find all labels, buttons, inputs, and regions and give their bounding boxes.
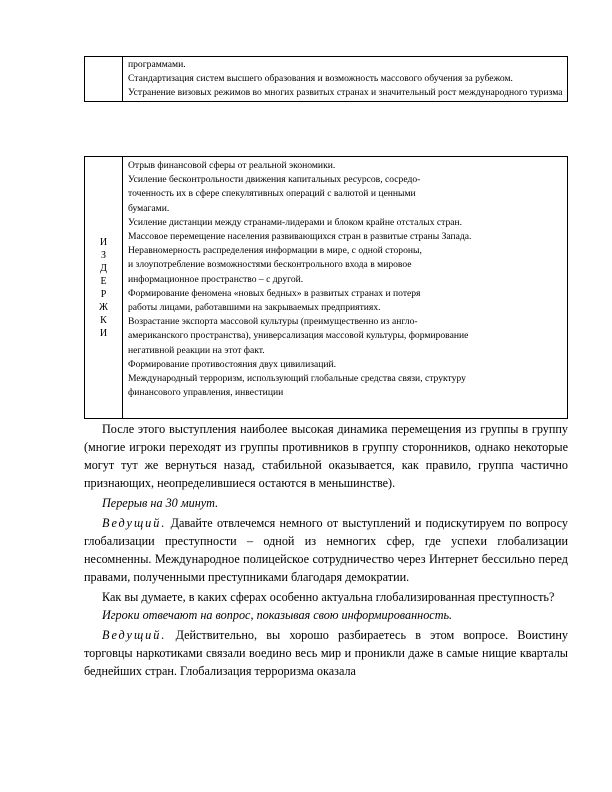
table-heading-cell xyxy=(85,157,123,419)
speaker-label: Ведущий. xyxy=(102,516,167,530)
paragraph xyxy=(84,514,568,586)
stage-direction: Игроки отвечают на вопрос, показывая свою информированность. xyxy=(102,608,453,622)
list-item: Возрастание экспорта массовой культуры (преимущественно из англо- американского пространства), универсализация массовой культуры, формирование негативной реакции на этот факт. xyxy=(128,316,469,356)
heading-letter: И xyxy=(99,236,108,248)
list-item: Отрыв финансовой сферы от реальной экономики. xyxy=(128,160,336,171)
list-item: Массовое перемещение населения развивающихся стран в развитые страны Запада. xyxy=(128,231,472,243)
table-content-cell xyxy=(123,157,568,419)
paragraph xyxy=(84,626,568,680)
list-item: Усиление бесконтрольности движения капитальных ресурсов, сосредо- точенность их в сфере спекулятивных операций с валютой и ценными бумагами. xyxy=(128,174,421,214)
costs-table xyxy=(84,156,568,419)
list-item: Стандартизация систем высшего образования и возможность массового обучения за рубежом. xyxy=(128,73,513,85)
paragraph-text: Действительно, вы хорошо разбираетесь в этом вопросе. Воистину торговцы наркотиками связали воедино весь мир и проникли даже в самые нищие кварталы беднейших стран. Глобализация терроризма оказала xyxy=(84,628,568,678)
heading-letter: Ж xyxy=(99,301,108,313)
paragraph: После этого выступления наиболее высокая динамика перемещения из группы в группу (многие игроки переходят из группы противников в группу сторонников, однако некоторые могут тут же вернуться назад, стабильной оказывается, как правило, группа частично признающих, неопределившиеся остаются в меньшинстве). xyxy=(84,422,568,490)
advantages-table-fragment xyxy=(84,56,568,102)
list-item: Международный терроризм, использующий глобальные средства связи, структуру финансового управления, инвестиции xyxy=(128,373,466,399)
heading-letter: Е xyxy=(100,275,107,287)
table-content-cell xyxy=(123,57,568,102)
table-left-cell xyxy=(85,57,123,102)
body-text xyxy=(84,420,568,680)
list-item: Формирование противостояния двух цивилизаций. xyxy=(128,358,337,370)
vertical-heading xyxy=(85,157,122,418)
heading-letter: Д xyxy=(100,262,107,274)
heading-letter: Р xyxy=(100,288,107,300)
list-item: программами. xyxy=(128,59,186,70)
paragraph-text: Давайте отвлечемся немного от выступлений и подискутируем по вопросу глобализации преступности – одной из немногих сфер, где успехи глобализации несомненны. Международное полицейское сотрудничество через Интернет бессильно перед правами, полученными преступниками благодаря демократии. xyxy=(84,516,568,584)
list-item: Формирование феномена «новых бедных» в развитых странах и потеря работы лицами, работавшими на закрываемых предприятиях. xyxy=(128,287,421,314)
list-item: Усиление дистанции между странами-лидерами и блоком крайне отсталых стран. xyxy=(128,216,463,228)
heading-letter: И xyxy=(99,327,108,339)
list-item: Устранение визовых режимов во многих развитых странах и значительный рост международного туризма xyxy=(128,87,563,99)
speaker-label: Ведущий. xyxy=(102,628,167,642)
heading-letter: К xyxy=(100,314,107,326)
list-item: Неравномерность распределения информации в мире, с одной стороны, и злоупотребление возможностями бесконтрольного входа в мировое информационное пространство – с другой. xyxy=(128,245,422,285)
paragraph: Как вы думаете, в каких сферах особенно актуальна глобализированная преступность? xyxy=(102,590,555,604)
stage-direction: Перерыв на 30 минут. xyxy=(102,496,219,510)
heading-letter: З xyxy=(100,249,106,261)
